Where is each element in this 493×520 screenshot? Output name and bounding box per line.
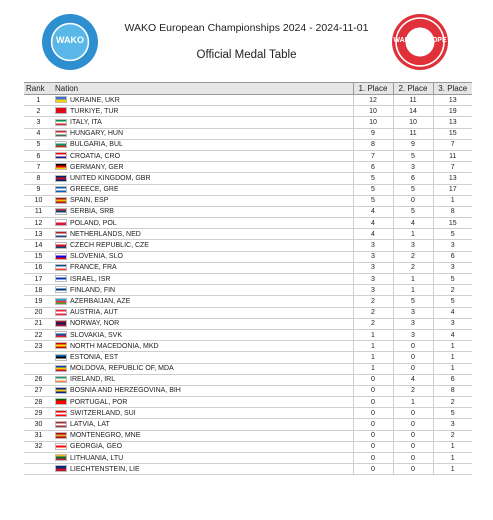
third-place-cell: 13 [433, 173, 472, 184]
flag-icon [55, 96, 67, 103]
third-place-cell: 5 [433, 296, 472, 307]
rank-cell [24, 464, 53, 475]
flag-icon [55, 242, 67, 249]
table-row [24, 95, 472, 106]
third-place-cell: 1 [433, 453, 472, 464]
table-row [24, 274, 472, 285]
column-header-third-place: 3. Place [433, 83, 472, 95]
flag-icon [55, 163, 67, 170]
rank-cell: 27 [24, 385, 53, 396]
third-place-cell: 3 [433, 240, 472, 251]
rank-cell: 13 [24, 229, 53, 240]
second-place-cell: 5 [393, 206, 433, 217]
first-place-cell: 4 [353, 229, 393, 240]
nation-cell [53, 218, 353, 229]
nation-name: POLAND, POL [70, 219, 117, 227]
third-place-cell: 1 [433, 341, 472, 352]
nation-name: SLOVENIA, SLO [70, 253, 123, 261]
table-row [24, 307, 472, 318]
third-place-cell: 8 [433, 385, 472, 396]
third-place-cell: 19 [433, 106, 472, 117]
third-place-cell: 1 [433, 363, 472, 374]
rank-cell: 30 [24, 419, 53, 430]
third-place-cell: 6 [433, 374, 472, 385]
flag-icon [55, 286, 67, 293]
first-place-cell: 9 [353, 128, 393, 139]
nation-cell [53, 352, 353, 363]
nation-name: SWITZERLAND, SUI [70, 409, 136, 417]
first-place-cell: 3 [353, 240, 393, 251]
nation-name: MONTENEGRO, MNE [70, 432, 141, 440]
nation-cell [53, 251, 353, 262]
nation-name: HUNGARY, HUN [70, 130, 124, 138]
flag-icon [55, 432, 67, 439]
first-place-cell: 0 [353, 441, 393, 452]
nation-name: FRANCE, FRA [70, 264, 117, 272]
third-place-cell: 4 [433, 307, 472, 318]
rank-cell: 4 [24, 128, 53, 139]
first-place-cell: 1 [353, 352, 393, 363]
nation-name: AZERBAIJAN, AZE [70, 297, 131, 305]
logo-left-text: WAKO [56, 35, 84, 45]
nation-name: NETHERLANDS, NED [70, 230, 141, 238]
flag-icon [55, 331, 67, 338]
rank-cell: 32 [24, 441, 53, 452]
nation-name: NORTH MACEDONIA, MKD [70, 342, 159, 350]
table-row [24, 329, 472, 340]
table-row [24, 341, 472, 352]
first-place-cell: 1 [353, 341, 393, 352]
nation-name: SPAIN, ESP [70, 197, 109, 205]
rank-cell: 5 [24, 139, 53, 150]
second-place-cell: 10 [393, 117, 433, 128]
third-place-cell: 13 [433, 117, 472, 128]
nation-cell [53, 419, 353, 430]
third-place-cell: 1 [433, 195, 472, 206]
rank-cell: 23 [24, 341, 53, 352]
third-place-cell: 5 [433, 408, 472, 419]
rank-cell: 19 [24, 296, 53, 307]
table-row [24, 318, 472, 329]
nation-name: LATVIA, LAT [70, 421, 110, 429]
flag-icon [55, 208, 67, 215]
nation-cell [53, 240, 353, 251]
nation-cell [53, 285, 353, 296]
rank-cell: 26 [24, 374, 53, 385]
first-place-cell: 0 [353, 419, 393, 430]
third-place-cell: 2 [433, 285, 472, 296]
rank-cell: 9 [24, 184, 53, 195]
second-place-cell: 1 [393, 274, 433, 285]
flag-icon [55, 107, 67, 114]
wako-europe-logo-right [392, 14, 448, 70]
nation-cell [53, 195, 353, 206]
table-row [24, 206, 472, 217]
table-row [24, 195, 472, 206]
nation-cell [53, 430, 353, 441]
second-place-cell: 2 [393, 251, 433, 262]
nation-name: CZECH REPUBLIC, CZE [70, 242, 149, 250]
nation-cell [53, 453, 353, 464]
rank-cell: 31 [24, 430, 53, 441]
rank-cell: 20 [24, 307, 53, 318]
second-place-cell: 4 [393, 218, 433, 229]
first-place-cell: 1 [353, 363, 393, 374]
second-place-cell: 6 [393, 173, 433, 184]
first-place-cell: 10 [353, 106, 393, 117]
third-place-cell: 1 [433, 352, 472, 363]
flag-icon [55, 365, 67, 372]
first-place-cell: 0 [353, 397, 393, 408]
table-row [24, 453, 472, 464]
flag-icon [55, 454, 67, 461]
championship-title: WAKO European Championships 2024 - 2024-11-01 [124, 22, 369, 34]
first-place-cell: 0 [353, 453, 393, 464]
rank-cell: 8 [24, 173, 53, 184]
table-row [24, 128, 472, 139]
nation-cell [53, 128, 353, 139]
rank-cell: 22 [24, 329, 53, 340]
first-place-cell: 7 [353, 150, 393, 161]
table-row [24, 363, 472, 374]
second-place-cell: 2 [393, 385, 433, 396]
flag-icon [55, 130, 67, 137]
first-place-cell: 12 [353, 95, 393, 106]
table-row [24, 385, 472, 396]
nation-cell [53, 229, 353, 240]
nation-cell [53, 464, 353, 475]
first-place-cell: 0 [353, 408, 393, 419]
flag-icon [55, 309, 67, 316]
third-place-cell: 13 [433, 95, 472, 106]
nation-cell [53, 184, 353, 195]
nation-cell [53, 318, 353, 329]
first-place-cell: 6 [353, 162, 393, 173]
rank-cell: 14 [24, 240, 53, 251]
table-row [24, 419, 472, 430]
nation-name: ITALY, ITA [70, 118, 102, 126]
flag-icon [55, 275, 67, 282]
nation-cell [53, 150, 353, 161]
rank-cell: 2 [24, 106, 53, 117]
third-place-cell: 5 [433, 229, 472, 240]
third-place-cell: 11 [433, 150, 472, 161]
rank-cell [24, 352, 53, 363]
table-header-row [24, 83, 472, 95]
first-place-cell: 5 [353, 195, 393, 206]
table-row [24, 173, 472, 184]
nation-name: GERMANY, GER [70, 163, 124, 171]
table-row [24, 117, 472, 128]
nation-cell [53, 441, 353, 452]
table-row [24, 139, 472, 150]
first-place-cell: 3 [353, 262, 393, 273]
nation-cell [53, 374, 353, 385]
second-place-cell: 11 [393, 95, 433, 106]
third-place-cell: 2 [433, 397, 472, 408]
third-place-cell: 4 [433, 329, 472, 340]
table-row [24, 240, 472, 251]
rank-cell: 10 [24, 195, 53, 206]
nation-name: ISRAEL, ISR [70, 275, 111, 283]
third-place-cell: 6 [433, 251, 472, 262]
flag-icon [55, 320, 67, 327]
nation-name: BOSNIA AND HERZEGOVINA, BIH [70, 387, 181, 395]
flag-icon [55, 219, 67, 226]
nation-name: CROATIA, CRO [70, 152, 121, 160]
flag-icon [55, 152, 67, 159]
second-place-cell: 0 [393, 453, 433, 464]
first-place-cell: 4 [353, 218, 393, 229]
first-place-cell: 3 [353, 274, 393, 285]
column-header-first-place: 1. Place [353, 83, 393, 95]
medal-table [24, 82, 472, 475]
second-place-cell: 3 [393, 329, 433, 340]
nation-cell [53, 139, 353, 150]
column-header-rank: Rank [24, 83, 53, 95]
second-place-cell: 1 [393, 397, 433, 408]
table-row [24, 464, 472, 475]
third-place-cell: 15 [433, 128, 472, 139]
nation-name: FINLAND, FIN [70, 286, 116, 294]
second-place-cell: 0 [393, 408, 433, 419]
second-place-cell: 0 [393, 195, 433, 206]
nation-name: GREECE, GRE [70, 186, 119, 194]
third-place-cell: 3 [433, 318, 472, 329]
rank-cell: 11 [24, 206, 53, 217]
nation-name: LITHUANIA, LTU [70, 454, 124, 462]
rank-cell: 28 [24, 397, 53, 408]
first-place-cell: 1 [353, 329, 393, 340]
first-place-cell: 0 [353, 430, 393, 441]
nation-cell [53, 397, 353, 408]
second-place-cell: 3 [393, 240, 433, 251]
table-row [24, 397, 472, 408]
nation-cell [53, 173, 353, 184]
flag-icon [55, 387, 67, 394]
rank-cell: 21 [24, 318, 53, 329]
rank-cell: 29 [24, 408, 53, 419]
flag-icon [55, 376, 67, 383]
first-place-cell: 8 [353, 139, 393, 150]
second-place-cell: 5 [393, 296, 433, 307]
nation-cell [53, 206, 353, 217]
nation-name: BULGARIA, BUL [70, 141, 123, 149]
second-place-cell: 4 [393, 374, 433, 385]
rank-cell: 16 [24, 262, 53, 273]
flag-icon [55, 410, 67, 417]
second-place-cell: 5 [393, 184, 433, 195]
second-place-cell: 0 [393, 430, 433, 441]
logo-right-text: WAKO EUROPE [393, 37, 447, 44]
table-row [24, 229, 472, 240]
first-place-cell: 2 [353, 307, 393, 318]
third-place-cell: 1 [433, 464, 472, 475]
nation-cell [53, 106, 353, 117]
table-row [24, 162, 472, 173]
nation-name: MOLDOVA, REPUBLIC OF, MDA [70, 365, 174, 373]
nation-name: ESTONIA, EST [70, 353, 119, 361]
nation-name: UKRAINE, UKR [70, 96, 120, 104]
first-place-cell: 10 [353, 117, 393, 128]
column-header-second-place: 2. Place [393, 83, 433, 95]
nation-name: TURKIYE, TUR [70, 107, 119, 115]
first-place-cell: 2 [353, 296, 393, 307]
nation-cell [53, 262, 353, 273]
nation-cell [53, 296, 353, 307]
nation-name: SERBIA, SRB [70, 208, 114, 216]
table-row [24, 251, 472, 262]
second-place-cell: 14 [393, 106, 433, 117]
rank-cell: 15 [24, 251, 53, 262]
rank-cell: 7 [24, 162, 53, 173]
nation-cell [53, 117, 353, 128]
second-place-cell: 11 [393, 128, 433, 139]
flag-icon [55, 354, 67, 361]
flag-icon [55, 231, 67, 238]
first-place-cell: 3 [353, 285, 393, 296]
flag-icon [55, 119, 67, 126]
first-place-cell: 0 [353, 374, 393, 385]
first-place-cell: 4 [353, 206, 393, 217]
nation-name: UNITED KINGDOM, GBR [70, 174, 151, 182]
second-place-cell: 1 [393, 285, 433, 296]
table-row [24, 184, 472, 195]
second-place-cell: 3 [393, 162, 433, 173]
nation-cell [53, 274, 353, 285]
flag-icon [55, 421, 67, 428]
rank-cell: 12 [24, 218, 53, 229]
nation-cell [53, 385, 353, 396]
third-place-cell: 2 [433, 430, 472, 441]
first-place-cell: 3 [353, 251, 393, 262]
nation-name: NORWAY, NOR [70, 320, 120, 328]
nation-name: SLOVAKIA, SVK [70, 331, 123, 339]
table-row [24, 106, 472, 117]
third-place-cell: 15 [433, 218, 472, 229]
third-place-cell: 8 [433, 206, 472, 217]
flag-icon [55, 465, 67, 472]
rank-cell [24, 363, 53, 374]
flag-icon [55, 398, 67, 405]
nation-name: PORTUGAL, POR [70, 398, 128, 406]
page-title: Official Medal Table [196, 49, 297, 61]
second-place-cell: 3 [393, 318, 433, 329]
second-place-cell: 0 [393, 464, 433, 475]
nation-name: IRELAND, IRL [70, 376, 116, 384]
table-row [24, 374, 472, 385]
rank-cell [24, 453, 53, 464]
first-place-cell: 5 [353, 173, 393, 184]
table-row [24, 441, 472, 452]
table-row [24, 262, 472, 273]
table-row [24, 408, 472, 419]
nation-cell [53, 408, 353, 419]
flag-icon [55, 443, 67, 450]
nation-cell [53, 95, 353, 106]
table-row [24, 352, 472, 363]
nation-name: LIECHTENSTEIN, LIE [70, 465, 140, 473]
third-place-cell: 5 [433, 274, 472, 285]
table-row [24, 285, 472, 296]
second-place-cell: 9 [393, 139, 433, 150]
rank-cell: 18 [24, 285, 53, 296]
third-place-cell: 7 [433, 139, 472, 150]
rank-cell: 6 [24, 150, 53, 161]
nation-name: AUSTRIA, AUT [70, 309, 118, 317]
flag-icon [55, 253, 67, 260]
second-place-cell: 1 [393, 229, 433, 240]
flag-icon [55, 175, 67, 182]
table-row [24, 296, 472, 307]
first-place-cell: 5 [353, 184, 393, 195]
second-place-cell: 0 [393, 352, 433, 363]
nation-cell [53, 363, 353, 374]
second-place-cell: 0 [393, 341, 433, 352]
second-place-cell: 0 [393, 419, 433, 430]
third-place-cell: 3 [433, 262, 472, 273]
nation-name: GEORGIA, GEO [70, 443, 123, 451]
third-place-cell: 3 [433, 419, 472, 430]
first-place-cell: 2 [353, 318, 393, 329]
nation-cell [53, 162, 353, 173]
second-place-cell: 0 [393, 441, 433, 452]
third-place-cell: 17 [433, 184, 472, 195]
first-place-cell: 0 [353, 464, 393, 475]
nation-cell [53, 341, 353, 352]
nation-cell [53, 329, 353, 340]
flag-icon [55, 141, 67, 148]
table-row [24, 430, 472, 441]
second-place-cell: 5 [393, 150, 433, 161]
table-row [24, 150, 472, 161]
flag-icon [55, 264, 67, 271]
column-header-nation: Nation [53, 83, 353, 95]
third-place-cell: 1 [433, 441, 472, 452]
flag-icon [55, 298, 67, 305]
second-place-cell: 3 [393, 307, 433, 318]
first-place-cell: 0 [353, 385, 393, 396]
second-place-cell: 2 [393, 262, 433, 273]
flag-icon [55, 186, 67, 193]
second-place-cell: 0 [393, 363, 433, 374]
nation-cell [53, 307, 353, 318]
rank-cell: 17 [24, 274, 53, 285]
third-place-cell: 7 [433, 162, 472, 173]
flag-icon [55, 197, 67, 204]
flag-icon [55, 342, 67, 349]
rank-cell: 1 [24, 95, 53, 106]
table-row [24, 218, 472, 229]
rank-cell: 3 [24, 117, 53, 128]
